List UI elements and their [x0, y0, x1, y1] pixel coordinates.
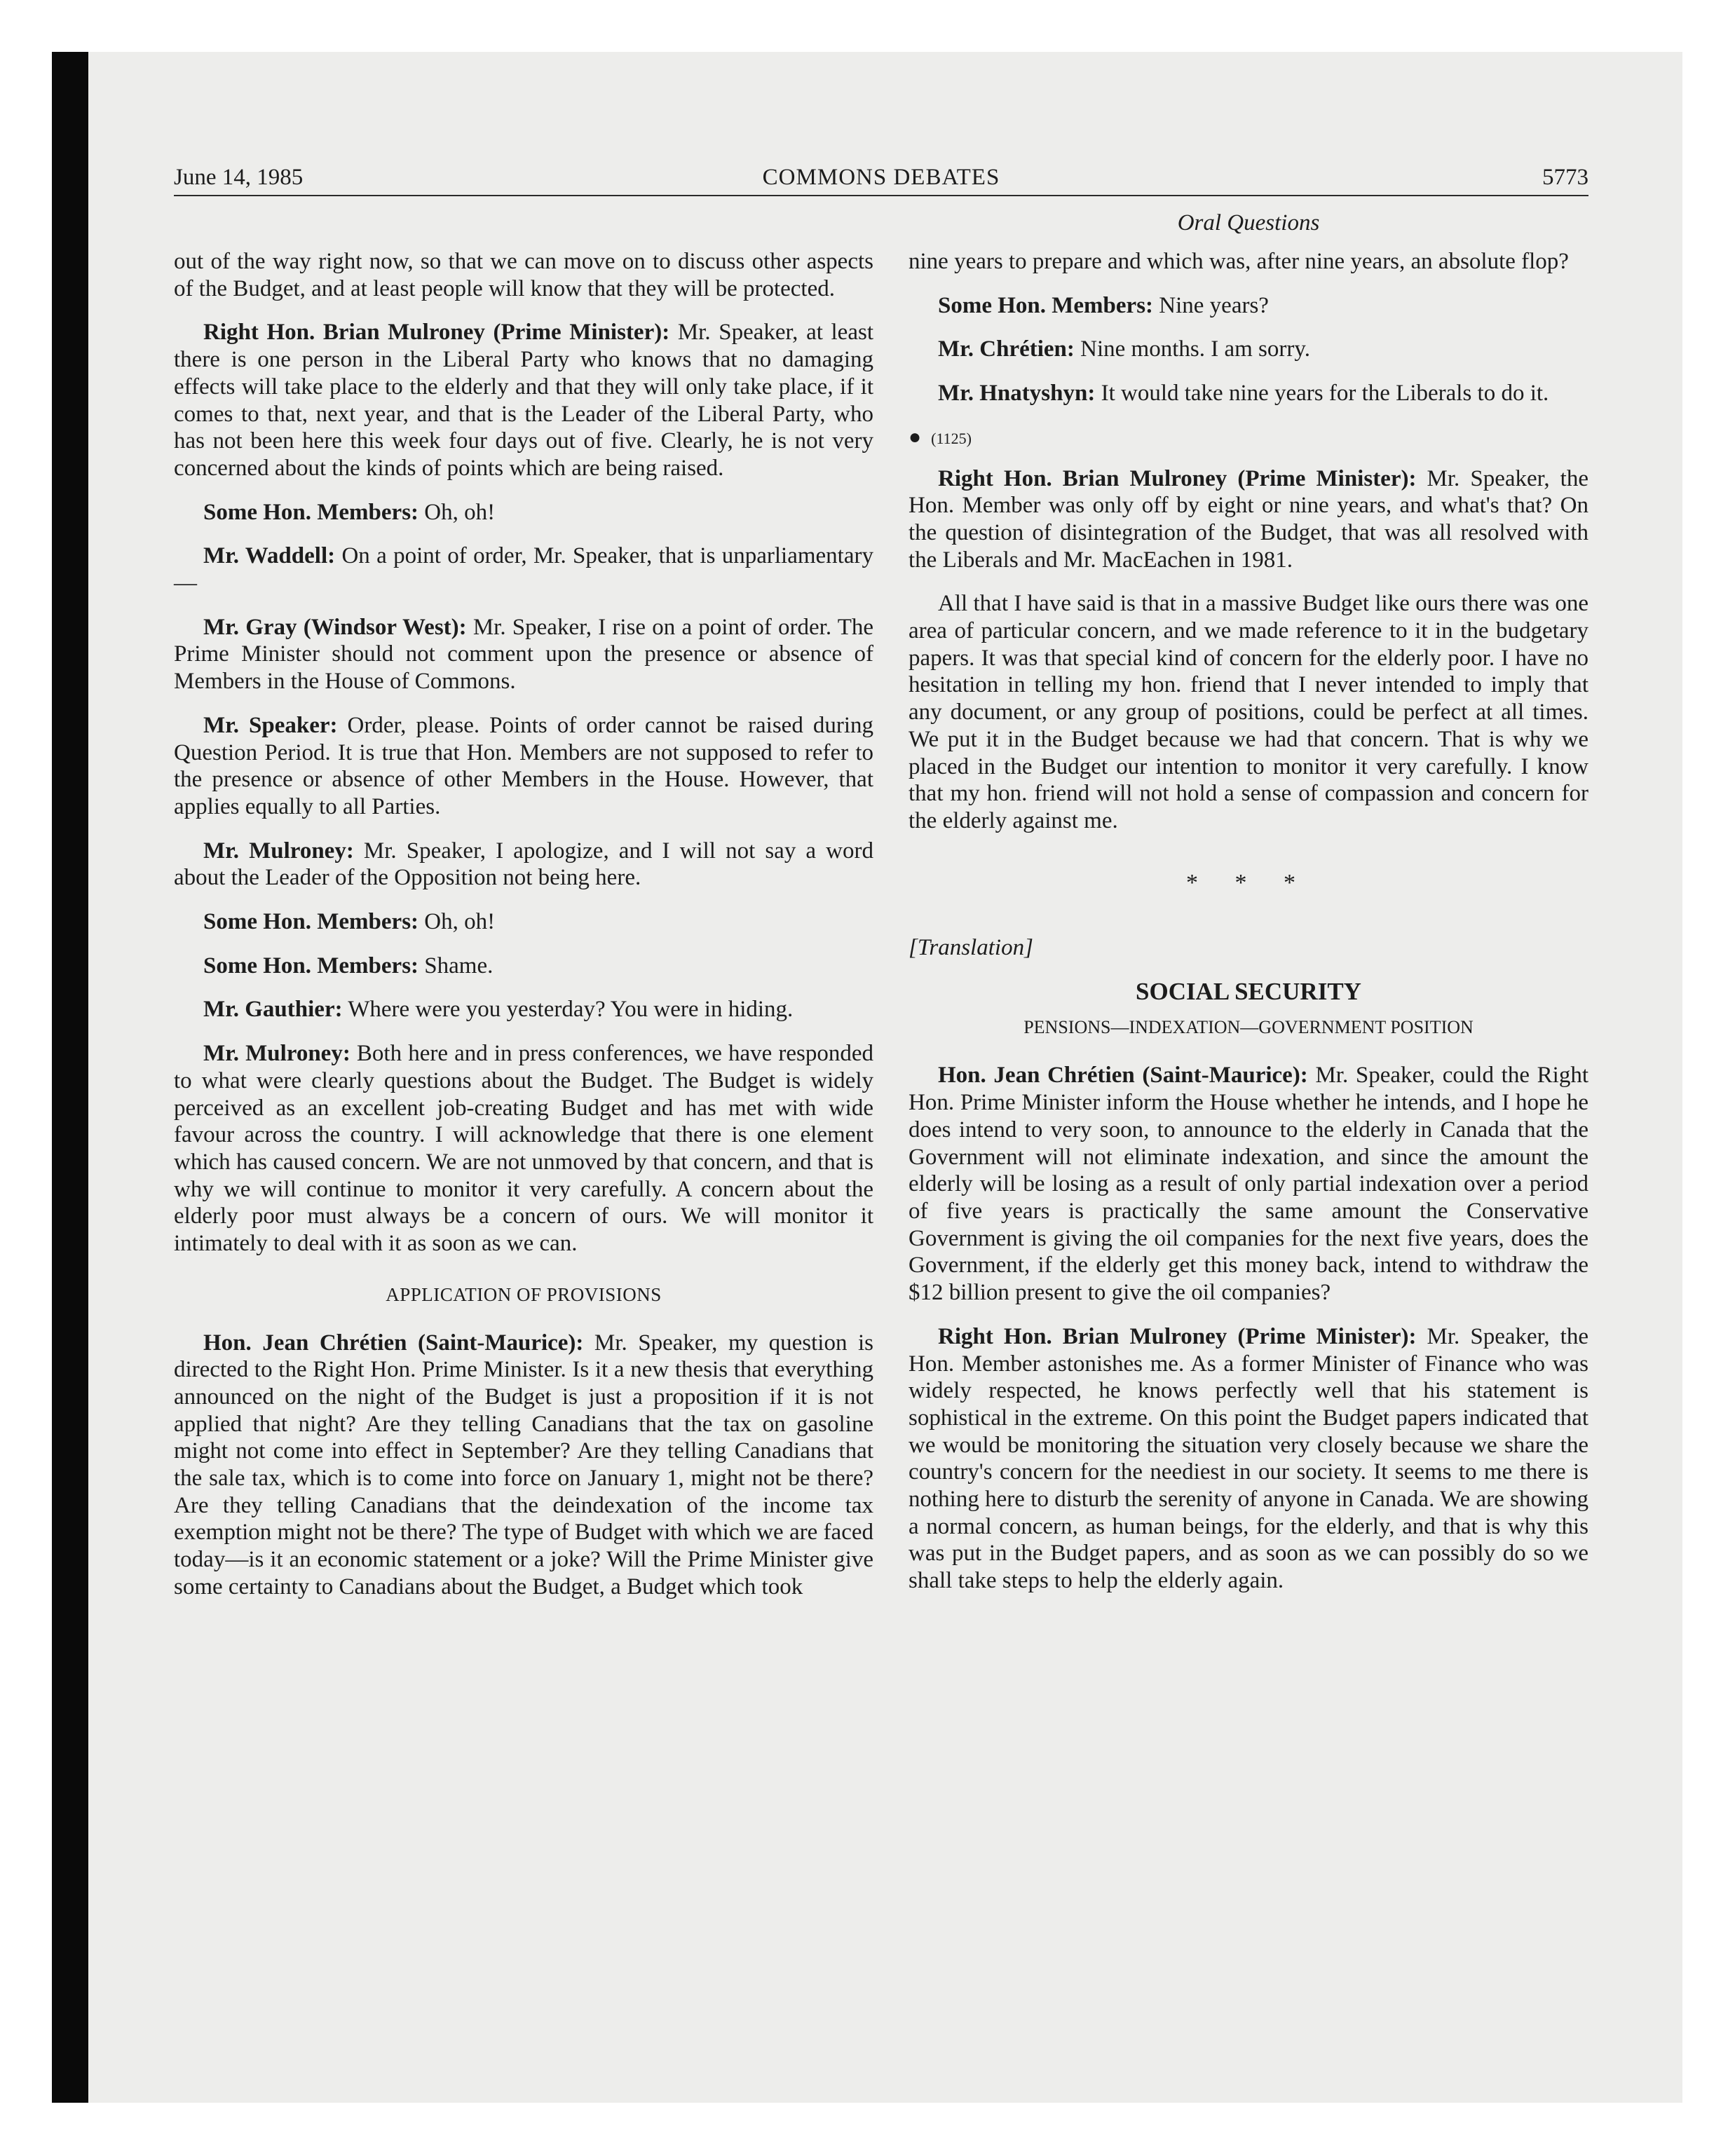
paragraph: [909, 292, 1588, 320]
paragraph: [174, 1330, 873, 1601]
speaker-name: Mr. Speaker:: [203, 712, 338, 738]
speaker-name: Right Hon. Brian Mulroney (Prime Minister):: [938, 465, 1417, 491]
speech-text: Mr. Speaker, I apologize, and I will not say a word about the Leader of the Opposition not being here.: [174, 838, 873, 891]
speaker-name: Right Hon. Brian Mulroney (Prime Minister):: [938, 1323, 1417, 1349]
speaker-name: Mr. Gauthier:: [203, 997, 343, 1023]
paragraph: [174, 499, 873, 526]
paragraph: [174, 953, 873, 980]
speaker-name: Mr. Gray (Windsor West):: [203, 614, 467, 640]
speaker-name: Some Hon. Members:: [938, 292, 1154, 318]
section-subheader: Oral Questions: [1177, 210, 1320, 236]
paragraph: [909, 380, 1588, 407]
speech-text: Both here and in press conferences, we have responded to what were clearly questions about the Budget. The Budget is widely perceived as an excellent job-creating Budget and has met with wide favour across the country. I will acknowledge that there is one element which has caused concern. We are not unmoved by that concern, and that is why we will continue to monitor it very carefully. A concern about the elderly poor must always be a concern of ours. We will monitor it intimately to deal with it as soon as we can.: [174, 1041, 873, 1257]
paragraph: [174, 838, 873, 892]
speech-text: On a point of order, Mr. Speaker, that is unparliamentary—: [174, 543, 873, 596]
paragraph: [174, 543, 873, 596]
scan-edge-bar: [52, 52, 88, 2103]
paragraph: [174, 1040, 873, 1257]
speaker-name: Mr. Hnatyshyn:: [938, 381, 1096, 407]
subsection-heading: PENSIONS—INDEXATION—GOVERNMENT POSITION: [1023, 1016, 1474, 1037]
speaker-name: Hon. Jean Chrétien (Saint-Maurice):: [938, 1063, 1308, 1089]
speaker-name: Some Hon. Members:: [203, 953, 419, 978]
paragraph: out of the way right now, so that we can move on to discuss other aspects of the Budget, and at least people will know that they will be protected.: [174, 249, 873, 301]
paragraph: [174, 319, 873, 482]
speech-text: Mr. Speaker, I rise on a point of order. The Prime Minister should not comment upon the presence or absence of Members in the House of Commons.: [174, 614, 873, 695]
translation-label: [Translation]: [909, 935, 1033, 961]
speech-text: Oh, oh!: [419, 499, 496, 525]
speech-text: Mr. Speaker, my question is directed to the Right Hon. Prime Minister. Is it a new thesis that everything announced on the night of the Budget is just a proposition if it is not applied that night? Are they telling Canadians that the tax on gasoline might not come into effect in September? Are they telling Canadians that the sale tax, which is to come into force on January 1, might not be there? Are they telling Canadians that the deindexation of the income tax exemption might not be there? The type of Budget with which we are faced today—is it an economic statement or a joke? Will the Prime Minister give some certainty to Canadians about the Budget, a Budget which took: [174, 1330, 873, 1599]
paragraph: [174, 614, 873, 695]
speech-text: Order, please. Points of order cannot be raised during Question Period. It is true that Hon. Members are not supposed to refer to the presence or absence of other Members in the House. However, that applies equally to all Parties.: [174, 712, 873, 819]
right-column: [909, 248, 1588, 1930]
left-column: [174, 248, 873, 1930]
paragraph: [174, 712, 873, 821]
speaker-name: Mr. Waddell:: [203, 543, 336, 569]
speech-text: Shame.: [419, 953, 494, 978]
paragraph: [174, 996, 873, 1023]
header-page-number: 5773: [1542, 165, 1588, 190]
speaker-name: Hon. Jean Chrétien (Saint-Maurice):: [203, 1330, 584, 1356]
speech-text: Nine months. I am sorry.: [1074, 336, 1310, 362]
paragraph: [174, 908, 873, 936]
speech-text: Oh, oh!: [419, 909, 496, 935]
section-heading: APPLICATION OF PROVISIONS: [386, 1283, 662, 1305]
speaker-name: Some Hon. Members:: [203, 909, 419, 935]
bullet-icon: ●: [909, 425, 922, 449]
paragraph: [909, 336, 1588, 363]
paragraph: [909, 465, 1588, 574]
section-heading: SOCIAL SECURITY: [1136, 978, 1361, 1006]
page-header: [174, 156, 1588, 196]
time-marker: [909, 424, 1588, 453]
translation-note: [909, 934, 1588, 962]
speaker-name: Mr. Chrétien:: [938, 336, 1075, 362]
paragraph: nine years to prepare and which was, after nine years, an absolute flop?: [909, 249, 1569, 274]
speech-text: Mr. Speaker, the Hon. Member astonishes me. As a former Minister of Finance who was widely respected, he knows perfectly well that his statement is sophistical in the extreme. On this point the Budget papers indicated that we would be monitoring the situation very closely because we share the country's concern for the neediest in our society. It seems to me there is nothing here to disturb the serenity of anyone in Canada. We are showing a normal concern, as human beings, for the elderly, and that is why this was put in the Budget papers, and as soon as we can possibly do so we shall take steps to help the elderly again.: [909, 1323, 1588, 1594]
paragraph: [909, 1323, 1588, 1595]
speech-text: Where were you yesterday? You were in hiding.: [342, 997, 794, 1023]
speaker-name: Right Hon. Brian Mulroney (Prime Minister):: [203, 320, 670, 346]
speech-text: It would take nine years for the Liberals to do it.: [1095, 381, 1549, 407]
time-marker-text: (1125): [931, 429, 972, 447]
speech-text: Mr. Speaker, the Hon. Member was only off by eight or nine years, and what's that? On the question of disintegration of the Budget, that was all resolved with the Liberals and Mr. MacEachen in 1981.: [909, 465, 1588, 573]
speaker-name: Mr. Mulroney:: [203, 838, 354, 864]
speaker-name: Mr. Mulroney:: [203, 1041, 351, 1067]
paragraph: [909, 1062, 1588, 1306]
paragraph: All that I have said is that in a massive Budget like ours there was one area of particular concern, and we made reference to it in the budgetary papers. It was that special kind of concern for the elderly poor. I have no hesitation in telling my hon. friend that I never intended to imply that any document, or any group of positions, could be perfect at all times. We put it in the Budget because we had that concern. That is why we placed in the Budget our intention to monitor it very carefully. I know that my hon. friend will not hold a sense of compassion and concern for the elderly against me.: [909, 591, 1588, 833]
speech-text: Nine years?: [1153, 292, 1269, 318]
section-divider: * * *: [1186, 869, 1311, 896]
header-date: June 14, 1985: [174, 165, 304, 190]
speech-text: Mr. Speaker, at least there is one person in the Liberal Party who knows that no damaging effects will take place to the elderly and that they will only take place, if it comes to that, next year, and that is the Leader of the Liberal Party, who has not been here this week four days out of five. Clearly, he is not very concerned about the kinds of points which are being raised.: [174, 320, 873, 481]
speech-text: Mr. Speaker, could the Right Hon. Prime Minister inform the House whether he intends, and I hope he does intend to very soon, to announce to the elderly in Canada that the Government will not eliminate indexation, and since the amount the elderly will be losing as a result of only partial indexation over a period of five years is practically the same amount the Conservative Government is giving the oil companies for the next five years, does the Government, if the elderly get this money back, intend to withdraw the $12 billion present to give the oil companies?: [909, 1063, 1588, 1306]
speaker-name: Some Hon. Members:: [203, 499, 419, 525]
header-title: COMMONS DEBATES: [762, 165, 1000, 190]
